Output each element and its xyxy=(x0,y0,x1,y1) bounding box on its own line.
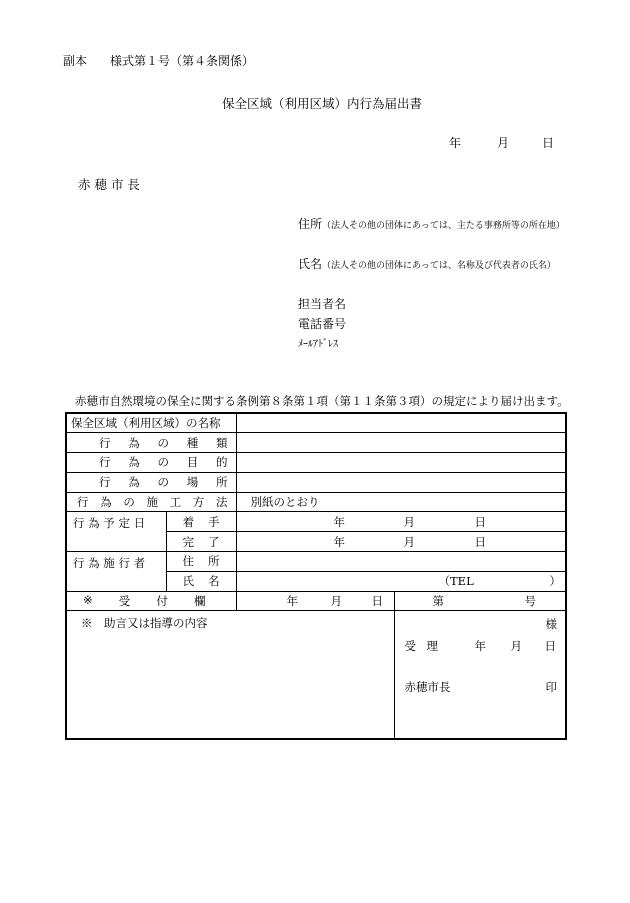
address-note: （法人その他の団体にあっては、主たる事務所等の所在地） xyxy=(322,221,565,231)
area-name-label: 保全区域（利用区域）の名称 xyxy=(66,413,236,433)
end-date-field[interactable]: 年 月 日 xyxy=(236,532,566,552)
receipt-month: 月 xyxy=(510,639,522,654)
receipt-day: 日 xyxy=(544,639,556,654)
method-value[interactable]: 別紙のとおり xyxy=(236,492,566,512)
place-row xyxy=(66,472,566,492)
start-label: 着 手 xyxy=(166,512,236,532)
tel-close: ） xyxy=(549,574,561,589)
operator-address-row xyxy=(66,551,566,571)
method-row xyxy=(66,492,566,512)
date-year-label: 年 xyxy=(449,136,462,150)
purpose-row xyxy=(66,453,566,473)
mayor-label: 赤穂市長 xyxy=(404,680,451,695)
document-title: 保全区域（利用区域）内行為届出書 xyxy=(222,96,423,111)
applicant-address xyxy=(298,215,565,232)
receipt-label-2: 理 xyxy=(426,639,438,654)
purpose-label: 行 為 の 目 的 xyxy=(66,453,236,473)
type-field[interactable] xyxy=(236,433,566,453)
email-label: ﾒｰﾙｱﾄﾞﾚｽ xyxy=(298,339,338,350)
copy-label: 副本 xyxy=(63,54,88,68)
name-label: 氏名 xyxy=(298,257,323,271)
operator-label: 行 為 施 行 者 xyxy=(66,551,166,591)
receipt-cell[interactable] xyxy=(394,611,566,739)
name-note: （法人その他の団体にあっては、名称及び代表者の氏名） xyxy=(322,261,556,271)
area-name-row xyxy=(66,413,566,433)
sama-label: 様 xyxy=(545,617,557,632)
intro-text: 赤穂市自然環境の保全に関する条例第８条第１項（第１１条第３項）の規定により届け出ます。 xyxy=(75,394,569,408)
reception-label: ※ 受 付 欄 xyxy=(66,591,236,611)
phone-label: 電話番号 xyxy=(298,317,347,331)
place-label: 行 為 の 場 所 xyxy=(66,472,236,492)
address-label: 住所 xyxy=(298,217,323,231)
reception-number-field[interactable]: 第 号 xyxy=(394,591,566,611)
operator-address-field[interactable] xyxy=(236,551,566,571)
form-number: 様式第１号（第４条関係） xyxy=(110,54,255,68)
method-label: 行 為 の 施 工 方 法 xyxy=(66,492,236,512)
start-date-row xyxy=(66,512,566,532)
reception-row xyxy=(66,591,566,611)
type-label: 行 為 の 種 類 xyxy=(66,433,236,453)
operator-name-field[interactable] xyxy=(236,571,566,591)
advice-row xyxy=(66,611,566,739)
date-day-label: 日 xyxy=(542,136,555,150)
receipt-year: 年 xyxy=(474,639,486,654)
contact-person-label: 担当者名 xyxy=(298,297,347,311)
end-label: 完 了 xyxy=(166,532,236,552)
advice-label: ※ 助言又は指導の内容 xyxy=(81,616,208,631)
notification-form-table xyxy=(65,412,567,740)
advice-field[interactable] xyxy=(66,611,394,739)
start-date-field[interactable]: 年 月 日 xyxy=(236,512,566,532)
tel-open: （TEL xyxy=(438,574,474,589)
area-name-field[interactable] xyxy=(236,413,566,433)
operator-name-label: 氏 名 xyxy=(166,571,236,591)
purpose-field[interactable] xyxy=(236,453,566,473)
seal-label: 印 xyxy=(545,680,557,695)
applicant-name xyxy=(298,255,556,272)
place-field[interactable] xyxy=(236,472,566,492)
schedule-label: 行 為 予 定 日 xyxy=(66,512,166,552)
receipt-label-1: 受 xyxy=(404,639,416,654)
type-row xyxy=(66,433,566,453)
operator-address-label: 住 所 xyxy=(166,551,236,571)
reception-date-field[interactable]: 年 月 日 xyxy=(236,591,394,611)
recipient: 赤 穂 市 長 xyxy=(78,177,140,192)
date-month-label: 月 xyxy=(497,136,510,150)
